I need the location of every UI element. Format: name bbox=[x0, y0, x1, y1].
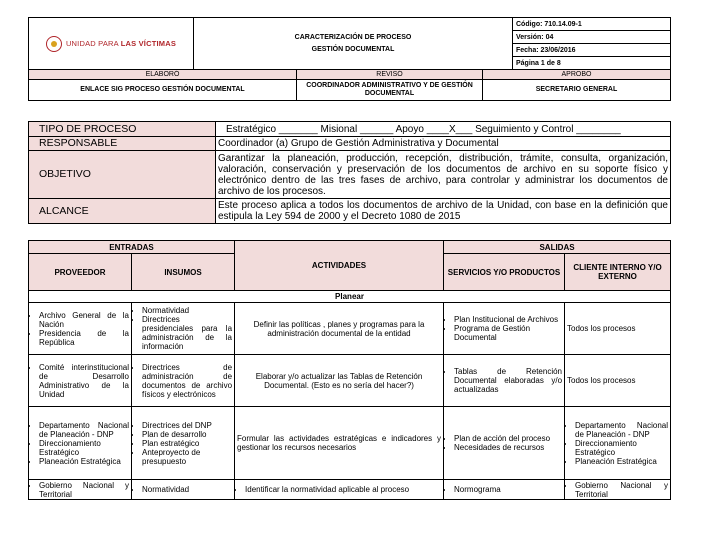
aprobo-header: APROBO bbox=[483, 70, 671, 80]
list-item: • Plan de acción del proceso bbox=[454, 434, 562, 443]
insumos-cell bbox=[132, 480, 235, 500]
actividad-cell: Elaborar y/o actualizar las Tablas de Retención Documental. (Esto es no sería del hacer?) bbox=[235, 355, 444, 407]
process-info bbox=[28, 121, 671, 224]
list-item: • Archivo General de la Nación bbox=[39, 311, 129, 329]
meta-version: Versión: 04 bbox=[513, 31, 671, 44]
list-item: • Normograma bbox=[454, 485, 562, 494]
list-item: • Plan Institucional de Archivos bbox=[454, 315, 562, 324]
list-item: • Departamento Nacional de Planeación - DNP bbox=[575, 421, 668, 439]
meta-date: Fecha: 23/06/2016 bbox=[513, 44, 671, 57]
list-item: • Comité interinstitucional de Desarrollo Administrativo de la Unidad bbox=[39, 363, 129, 399]
tipo-label: TIPO DE PROCESO bbox=[29, 122, 216, 137]
meta-page: Página 1 de 8 bbox=[513, 57, 671, 70]
table-row bbox=[29, 407, 671, 480]
obj-value: Garantizar la planeación, producción, recepción, distribución, trámite, consulta, organización, valoración, conservación y preservación de los documentos de archivo en su soporte físico y electrónico dentro de las tres fases de archivo, para controlar y administrar los documentos de archivo de los procesos. bbox=[216, 151, 671, 199]
resp-label: RESPONSABLE bbox=[29, 137, 216, 151]
actividad-cell: Definir las políticas , planes y programas para la administración documental de la entidad bbox=[235, 303, 444, 355]
servicios-cell bbox=[444, 303, 565, 355]
list-item: • Necesidades de recursos bbox=[454, 443, 562, 452]
logo-text-b: LAS VÍCTIMAS bbox=[120, 39, 177, 48]
list-item: • Normatividad bbox=[142, 306, 232, 315]
table-row bbox=[29, 355, 671, 407]
entradas-header: ENTRADAS bbox=[29, 241, 235, 254]
activities-table bbox=[28, 240, 671, 500]
proveedor-header: PROVEEDOR bbox=[29, 254, 132, 291]
resp-value: Coordinador (a) Grupo de Gestión Administrativa y Documental bbox=[216, 137, 671, 151]
list-item: • Direccionamiento Estratégico bbox=[39, 439, 129, 457]
list-item: • Presidencia de la República bbox=[39, 329, 129, 347]
title-line-2: GESTIÓN DOCUMENTAL bbox=[311, 45, 395, 53]
list-item: • Identificar la normatividad aplicable al proceso bbox=[245, 485, 441, 494]
list-item: • Directrices de administración de documentos de archivo físicos y electrónicos bbox=[142, 363, 232, 399]
logo bbox=[31, 36, 191, 52]
aprobo-value: SECRETARIO GENERAL bbox=[483, 80, 671, 101]
list-item: • Directrices del DNP bbox=[142, 421, 232, 430]
proveedor-cell bbox=[29, 407, 132, 480]
cliente-header: CLIENTE INTERNO Y/O EXTERNO bbox=[565, 254, 671, 291]
cliente-cell bbox=[565, 407, 671, 480]
list-item: • Gobierno Nacional y Territorial bbox=[575, 481, 668, 499]
table-row bbox=[29, 480, 671, 500]
phase-planear: Planear bbox=[29, 291, 671, 303]
reviso-value: COORDINADOR ADMINISTRATIVO Y DE GESTIÓN DOCUMENTAL bbox=[297, 80, 483, 101]
servicios-cell bbox=[444, 407, 565, 480]
insumos-cell bbox=[132, 355, 235, 407]
cliente-cell: Todos los procesos bbox=[565, 355, 671, 407]
coat-of-arms-icon bbox=[46, 36, 62, 52]
actividad-cell: Formular las actividades estratégicas e indicadores y gestionar los recursos necesarios bbox=[235, 407, 444, 480]
list-item: • Plan estratégico bbox=[142, 439, 232, 448]
tipo-value: Estratégico _______ Misional ______ Apoyo ____X___ Seguimiento y Control ________ bbox=[216, 122, 671, 137]
salidas-header: SALIDAS bbox=[444, 241, 671, 254]
list-item: • Programa de Gestión Documental bbox=[454, 324, 562, 342]
list-item: • Directrices presidenciales para la administración de la información bbox=[142, 315, 232, 351]
list-item: • Planeación Estratégica bbox=[39, 457, 129, 466]
servicios-cell bbox=[444, 355, 565, 407]
list-item: • Departamento Nacional de Planeación - DNP bbox=[39, 421, 129, 439]
servicios-header: SERVICIOS Y/O PRODUCTOS bbox=[444, 254, 565, 291]
list-item: • Direccionamiento Estratégico bbox=[575, 439, 668, 457]
elaboro-header: ELABORÓ bbox=[29, 70, 297, 80]
elaboro-value: ENLACE SIG PROCESO GESTIÓN DOCUMENTAL bbox=[29, 80, 297, 101]
cliente-cell bbox=[565, 480, 671, 500]
insumos-cell bbox=[132, 407, 235, 480]
insumos-cell bbox=[132, 303, 235, 355]
insumos-header: INSUMOS bbox=[132, 254, 235, 291]
list-item: • Normatividad bbox=[142, 485, 232, 494]
alc-value: Este proceso aplica a todos los documentos de archivo de la Unidad, con base en la definición que estipula la Ley 594 de 2000 y el Decreto 1080 de 2015 bbox=[216, 199, 671, 224]
servicios-cell bbox=[444, 480, 565, 500]
cliente-cell: Todos los procesos bbox=[565, 303, 671, 355]
title-line-1: CARACTERIZACIÓN DE PROCESO bbox=[294, 33, 412, 41]
obj-label: OBJETIVO bbox=[29, 151, 216, 199]
proveedor-cell bbox=[29, 480, 132, 500]
proveedor-cell bbox=[29, 355, 132, 407]
list-item: • Tablas de Retención Documental elaboradas y/o actualizadas bbox=[454, 367, 562, 394]
alc-label: ALCANCE bbox=[29, 199, 216, 224]
list-item: • Plan de desarrollo bbox=[142, 430, 232, 439]
document-title bbox=[194, 18, 513, 70]
actividades-header: ACTIVIDADES bbox=[235, 241, 444, 291]
list-item: • Planeación Estratégica bbox=[575, 457, 668, 466]
table-row bbox=[29, 303, 671, 355]
reviso-header: REVISÓ bbox=[297, 70, 483, 80]
list-item: • Anteproyecto de presupuesto bbox=[142, 448, 232, 466]
meta-code: Código: 710.14.09-1 bbox=[513, 18, 671, 31]
proveedor-cell bbox=[29, 303, 132, 355]
actividad-cell bbox=[235, 480, 444, 500]
logo-cell bbox=[29, 18, 194, 70]
list-item: • Gobierno Nacional y Territorial bbox=[39, 481, 129, 499]
document-header bbox=[28, 17, 671, 101]
logo-text-a: UNIDAD PARA bbox=[65, 39, 121, 48]
